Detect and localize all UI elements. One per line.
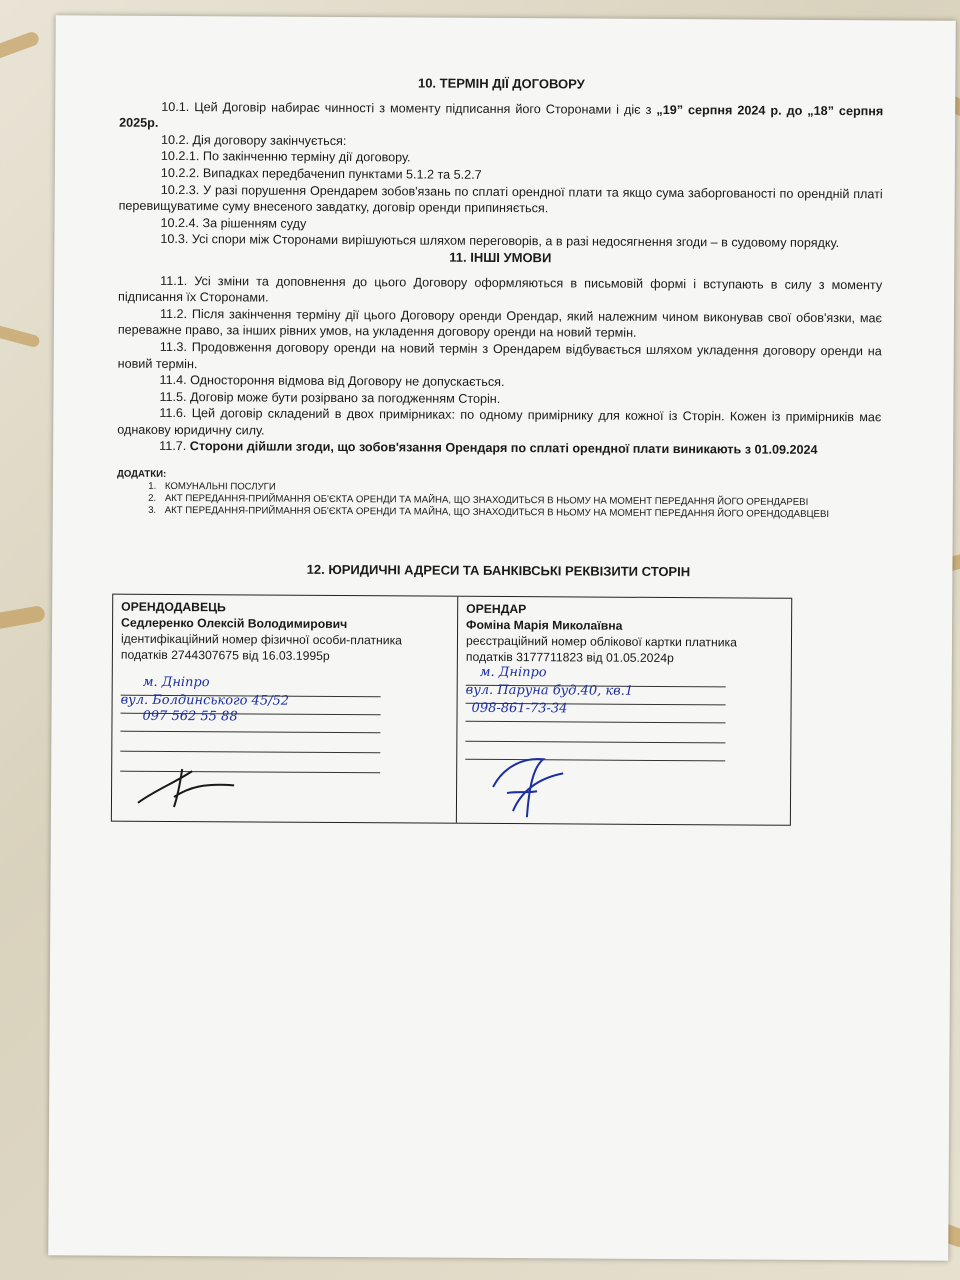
section-11-heading: 11. ІНШІ УМОВИ (449, 249, 552, 266)
appendix-title: ДОДАТКИ: (116, 468, 167, 481)
clause-11-4: 11.4. Одностороння відмова від Договору не допускається. (159, 372, 505, 390)
clause-10-2-1: 10.2.1. По закінченню терміну дії договору. (160, 149, 411, 165)
tenant-name: Фоміна Марія Миколаївна (466, 617, 623, 633)
clause-11-7 (117, 438, 881, 459)
landlord-name: Седлеренко Олексій Володимирович (121, 615, 348, 631)
appendix-list (117, 469, 881, 522)
clause-10-1-text: 10.1. Цей Договір набирає чинності з моменту підписання його Сторонами і діє з (161, 99, 657, 117)
landlord-id-line2: податків 2744307675 від 16.03.1995р (120, 647, 330, 663)
signature-line (120, 730, 380, 733)
signature-line (120, 750, 380, 753)
clause-11-2: 11.2. Після закінчення терміну дії цього Договору оренди Орендар, який належним чином виконував свої обов'язки, має переважне право, за інших рівних умов, на укладення договору оренди на новий термін. (117, 306, 883, 341)
signature-line (465, 740, 725, 743)
tenant-handwritten-phone: 098-861-73-34 (471, 700, 568, 717)
document-page (48, 15, 956, 1260)
clause-11-1: 11.1. Усі зміни та доповнення до цього Договору оформляються в письмовій формі і вступають в силу з моменту підписання їх Сторонами. (118, 273, 883, 305)
landlord-handwritten-city: м. Дніпро (142, 674, 210, 690)
clause-11-5: 11.5. Договір може бути розірвано за погодженням Сторін. (159, 389, 501, 406)
tablecloth-stripe (0, 30, 41, 64)
landlord-handwritten-phone: 097 562 55 88 (142, 708, 238, 725)
tablecloth-stripe (0, 324, 41, 349)
clause-11-6: 11.6. Цей договір складений в двох примірниках: по одному примірнику для кожної із Сторін. Кожен із примірників має однакову юридичну силу. (117, 406, 882, 438)
clause-10-2: 10.2. Дія договору закінчується: (160, 132, 347, 148)
appendix-item: 2. АКТ ПЕРЕДАННЯ-ПРИЙМАННЯ ОБ'ЄКТА ОРЕНДИ ТА МАЙНА, ЩО ЗНАХОДИТЬСЯ В НЬОМУ НА МОМЕНТ ПЕРЕДАННЯ ЙОГО ОРЕНДАРЕВІ (159, 493, 881, 509)
tenant-role: ОРЕНДАР (466, 601, 527, 616)
landlord-handwritten-street: вул. Болдинського 45/52 (120, 692, 290, 709)
tenant-signature (483, 747, 573, 824)
requisites-table (111, 593, 792, 825)
landlord-role: ОРЕНДОДАВЕЦЬ (121, 599, 226, 614)
landlord-id-line1: ідентифікаційний номер фізичної особи-платника (120, 631, 403, 648)
landlord-column (112, 594, 458, 822)
section-10-heading: 10. ТЕРМІН ДІЇ ДОГОВОРУ (417, 75, 585, 92)
clause-11-7-text: Сторони дійшли згоди, що зобов'язання Орендаря по сплаті орендної плати виникають з 01.09.2024 (189, 439, 818, 458)
clause-10-1-dates: „19” серпня 2024 р. до „18” серпня 2025р. (119, 102, 884, 131)
clause-11-3: 11.3. Продовження договору оренди на новий термін з Орендарем відбувається шляхом укладення договору оренди на новий термін. (117, 339, 882, 371)
clause-10-2-3: 10.2.3. У разі порушення Орендарем зобов'язань по сплаті орендної плати та якщо сума заборгованості по орендній платі перевищуватиме суму внесеного завдатку, договір оренди припиняється. (118, 182, 883, 216)
appendix-item: 1. КОМУНАЛЬНІ ПОСЛУГИ (159, 481, 881, 497)
tenant-handwritten-city: м. Дніпро (479, 664, 547, 680)
appendix-item: 3. АКТ ПЕРЕДАННЯ-ПРИЙМАННЯ ОБ'ЄКТА ОРЕНДИ ТА МАЙНА, ЩО ЗНАХОДИТЬСЯ В НЬОМУ НА МОМЕНТ ПЕРЕДАННЯ ЙОГО ОРЕНДОДАВЦЕВІ (159, 505, 881, 521)
tenant-handwritten-street: вул. Паруна буд.40, кв.1 (465, 682, 634, 699)
signature-line (465, 720, 725, 723)
tablecloth-stripe (0, 605, 46, 631)
tenant-id-line1: реєстраційний номер облікової картки платника (465, 633, 737, 650)
tenant-id-line2: податків 3177711823 від 01.05.2024р (465, 649, 674, 665)
document-content (115, 74, 884, 826)
landlord-signature (134, 760, 244, 811)
section-12-heading: 12. ЮРИДИЧНІ АДРЕСИ ТА БАНКІВСЬКІ РЕКВІЗИТИ СТОРІН (306, 561, 691, 580)
clause-10-2-2: 10.2.2. Випадках передбаченип пунктами 5.1.2 та 5.2.7 (160, 165, 482, 182)
clause-10-3: 10.3. Усі спори між Сторонами вирішуються шляхом переговорів, а в разі недосягнення згоди – в судовому порядку. (160, 232, 840, 251)
clause-10-2-4: 10.2.4. За рішенням суду (160, 215, 307, 231)
clause-11-7-number: 11.7. (159, 439, 190, 454)
clause-10-1 (119, 98, 883, 136)
tenant-column (457, 596, 791, 824)
